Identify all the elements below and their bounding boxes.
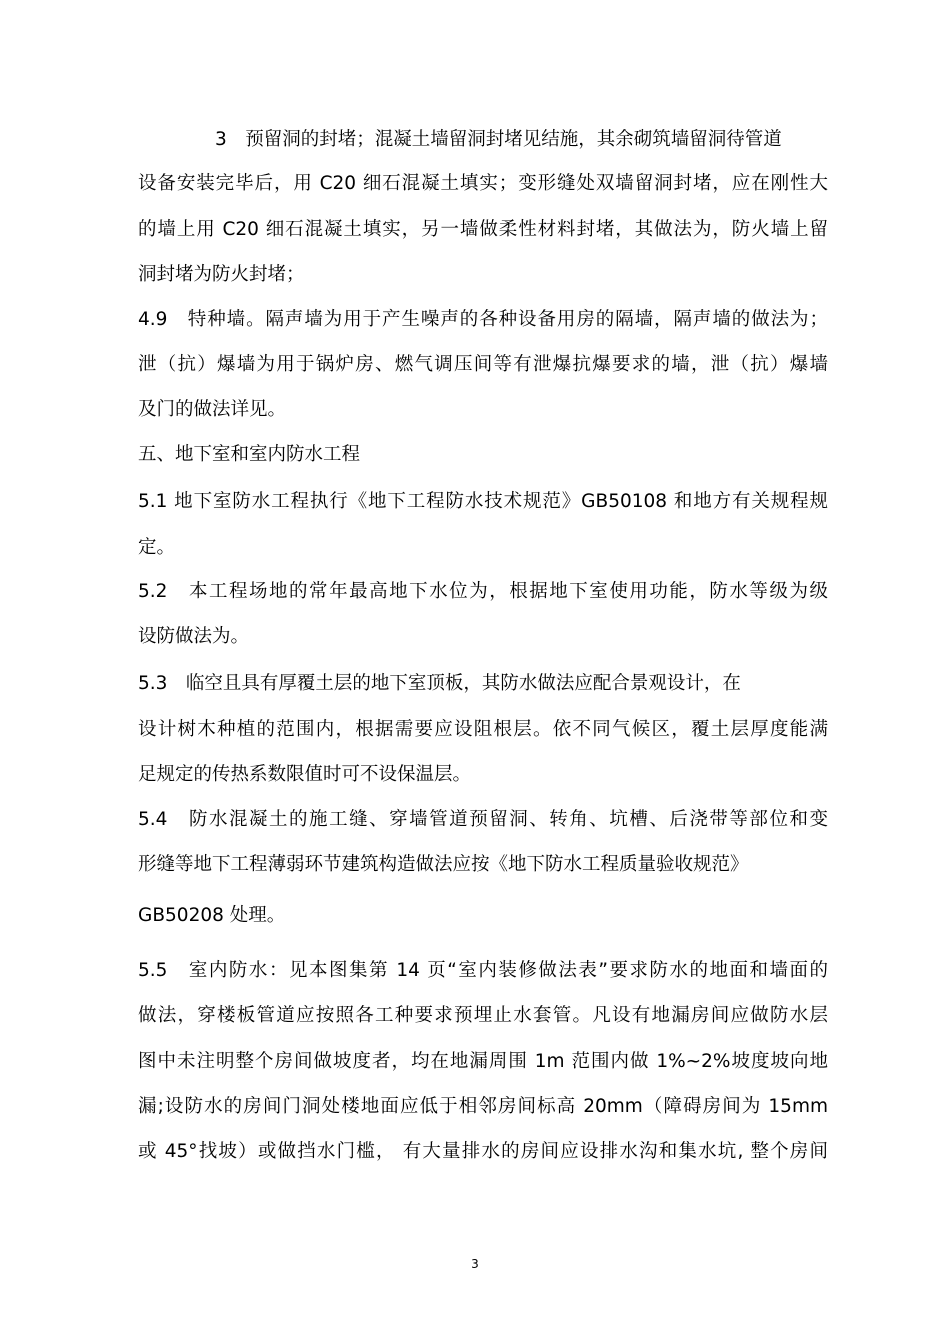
text-line: 设备安装完毕后，用 C20 细石混凝土填实；变形缝处双墙留洞封堵，应在刚性大 — [138, 173, 828, 194]
text-line: 设防做法为。 — [138, 626, 250, 647]
text-line: 5.2 本工程场地的常年最高地下水位为，根据地下室使用功能，防水等级为级 — [138, 581, 828, 602]
text-line: 图中未注明整个房间做坡度者，均在地漏周围 1m 范围内做 1%~2%坡度坡向地 — [138, 1051, 828, 1072]
text-line: 5.1 地下室防水工程执行《地下工程防水技术规范》GB50108 和地方有关规程规 — [138, 491, 828, 512]
text-line: 形缝等地下工程薄弱环节建筑构造做法应按《地下防水工程质量验收规范》 — [138, 854, 749, 875]
text-line: 的墙上用 C20 细石混凝土填实，另一墙做柔性材料封堵，其做法为，防火墙上留 — [138, 219, 828, 240]
section-heading: 五、地下室和室内防水工程 — [138, 444, 361, 465]
text-line: 泄（抗）爆墙为用于锅炉房、燃气调压间等有泄爆抗爆要求的墙，泄（抗）爆墙 — [138, 354, 828, 375]
text-line: 定。 — [138, 537, 176, 558]
text-line: 5.3 临空且具有厚覆土层的地下室顶板，其防水做法应配合景观设计，在 — [138, 673, 741, 694]
text-line: 4.9 特种墙。隔声墙为用于产生噪声的各种设备用房的隔墙，隔声墙的做法为； — [138, 309, 828, 330]
text-line: 做法，穿楼板管道应按照各工种要求预埋止水套管。凡设有地漏房间应做防水层 — [138, 1005, 828, 1026]
text-line: 5.5 室内防水：见本图集第 14 页“室内装修做法表”要求防水的地面和墙面的 — [138, 960, 828, 981]
text-line: 设计树木种植的范围内，根据需要应设阻根层。依不同气候区，覆土层厚度能满 — [138, 719, 828, 740]
text-line: 漏;设防水的房间门洞处楼地面应低于相邻房间标高 20mm（障碍房间为 15mm — [138, 1096, 828, 1117]
page-number: 3 — [471, 1257, 479, 1271]
text-line: GB50208 处理。 — [138, 905, 286, 926]
text-line: 3 预留洞的封堵；混凝土墙留洞封堵见结施，其余砌筑墙留洞待管道 — [215, 129, 782, 150]
text-line: 洞封堵为防火封堵； — [138, 264, 305, 285]
text-line: 足规定的传热系数限值时可不设保温层。 — [138, 764, 472, 785]
text-line: 5.4 防水混凝土的施工缝、穿墙管道预留洞、转角、坑槽、后浇带等部位和变 — [138, 809, 828, 830]
text-line: 或 45°找坡）或做挡水门槛， 有大量排水的房间应设排水沟和集水坑, 整个房间 — [138, 1141, 828, 1162]
text-line: 及门的做法详见。 — [138, 399, 287, 420]
